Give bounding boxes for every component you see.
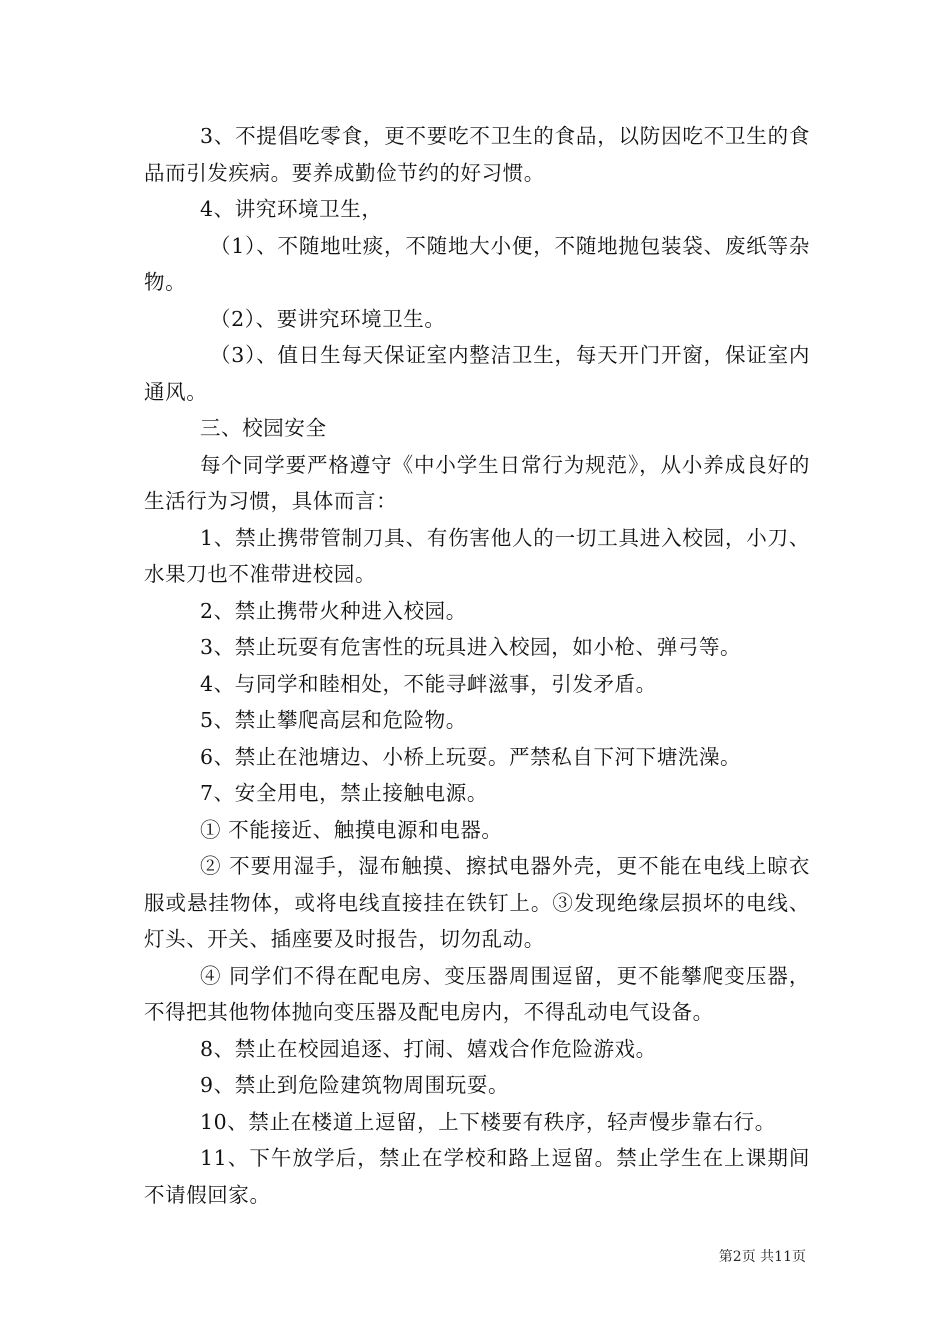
paragraph: 5、禁止攀爬高层和危险物。 [200,708,467,732]
paragraph: 9、禁止到危险建筑物周围玩耍。 [200,1073,510,1097]
page-number-footer [0,1246,806,1266]
paragraph: 7、安全用电，禁止接触电源。 [200,781,488,805]
current-page-number: 2 [732,1249,742,1265]
footer-middle: 页 共 [741,1249,775,1265]
paragraph: ② 不要用湿手，湿布触摸、擦拭电器外壳，更不能在电线上晾衣服或悬挂物体，或将电线直接挂在铁钉上。③发现绝缘层损坏的电线、灯头、开关、插座要及时报告，切勿乱动。 [144,854,810,951]
footer-prefix: 第 [718,1249,733,1265]
paragraph: （2）、要讲究环境卫生。 [210,306,446,331]
paragraph: 6、禁止在池塘边、小桥上玩耍。严禁私自下河下塘洗澡。 [200,744,742,769]
footer-suffix: 页 [792,1249,806,1265]
total-pages-number: 11 [774,1249,792,1265]
section-heading: 三、校园安全 [200,416,327,440]
paragraph: 3、不提倡吃零食，更不要吃不卫生的食品，以防因吃不卫生的食品而引发疾病。要养成勤俭节约的好习惯。 [144,124,810,185]
paragraph: 4、与同学和睦相处，不能寻衅滋事，引发矛盾。 [200,671,657,696]
paragraph: 4、讲究环境卫生， [200,197,383,221]
paragraph: ① 不能接近、触摸电源和电器。 [200,817,503,842]
paragraph: （3）、值日生每天保证室内整洁卫生，每天开门开窗，保证室内通风。 [144,343,810,404]
paragraph: 10、禁止在楼道上逗留，上下楼要有秩序，轻声慢步靠右行。 [200,1109,776,1134]
paragraph: 11、下午放学后，禁止在学校和路上逗留。禁止学生在上课期间不请假回家。 [144,1146,810,1207]
paragraph: 2、禁止携带火种进入校园。 [200,598,467,623]
paragraph: ④ 同学们不得在配电房、变压器周围逗留，更不能攀爬变压器，不得把其他物体抛向变压器及配电房内，不得乱动电气设备。 [144,963,810,1024]
paragraph: 8、禁止在校园追逐、打闹、嬉戏合作危险游戏。 [200,1036,657,1061]
document-body [144,118,810,1213]
paragraph: 1、禁止携带管制刀具、有伤害他人的一切工具进入校园，小刀、水果刀也不准带进校园。 [144,525,810,586]
paragraph: 每个同学要严格遵守《中小学生日常行为规范》，从小养成良好的生活行为习惯，具体而言： [144,452,810,513]
paragraph: （1）、不随地吐痰，不随地大小便，不随地抛包装袋、废纸等杂物。 [144,233,810,294]
paragraph: 3、禁止玩耍有危害性的玩具进入校园，如小枪、弹弓等。 [200,635,742,659]
